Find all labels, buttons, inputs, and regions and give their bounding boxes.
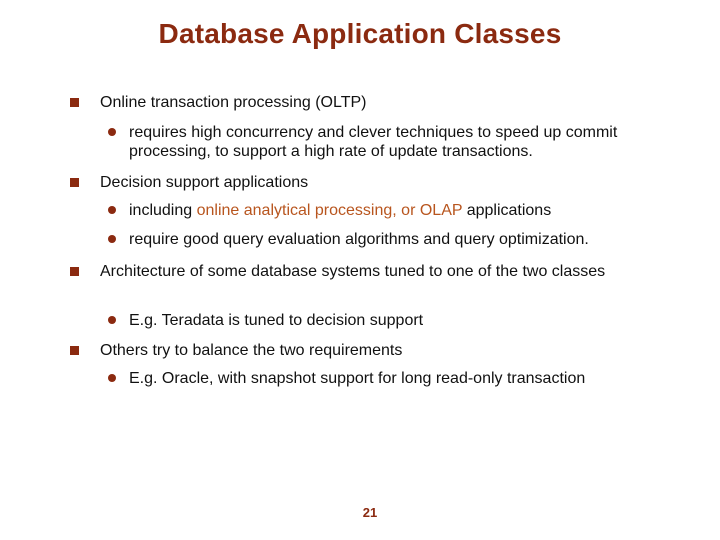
square-bullet-icon	[70, 178, 79, 187]
round-bullet-icon	[108, 128, 116, 136]
page-number: 21	[362, 505, 378, 520]
sub-bullet-text	[129, 201, 669, 220]
sub-bullet-text: E.g. Teradata is tuned to decision support	[129, 312, 424, 329]
highlight-olap-abbr: OLAP	[419, 202, 463, 219]
square-bullet-icon	[70, 346, 79, 355]
slide-title: Database Application Classes	[158, 18, 562, 49]
bullet-text: Online transaction processing (OLTP)	[100, 94, 367, 111]
sub-bullet-text: E.g. Oracle, with snapshot support for long read-only transaction	[129, 370, 586, 387]
highlight-olap-term: online analytical processing	[196, 202, 393, 219]
bullet-text: Others try to balance the two requirements	[100, 342, 403, 359]
round-bullet-icon	[108, 316, 116, 324]
round-bullet-icon	[108, 235, 116, 243]
bullet-text: Decision support applications	[100, 174, 309, 191]
round-bullet-icon	[108, 374, 116, 382]
text-segment: , or	[392, 202, 420, 219]
square-bullet-icon	[70, 267, 79, 276]
sub-bullet-text: require good query evaluation algorithms and query optimization.	[129, 231, 589, 248]
sub-bullet-text: requires high concurrency and clever techniques to speed up commit processing, to support a high rate of update transactions.	[129, 124, 618, 160]
bullet-text: Architecture of some database systems tuned to one of the two classes	[100, 263, 606, 280]
text-segment: including	[129, 202, 197, 219]
round-bullet-icon	[108, 206, 116, 214]
square-bullet-icon	[70, 98, 79, 107]
text-segment: applications	[462, 202, 552, 219]
